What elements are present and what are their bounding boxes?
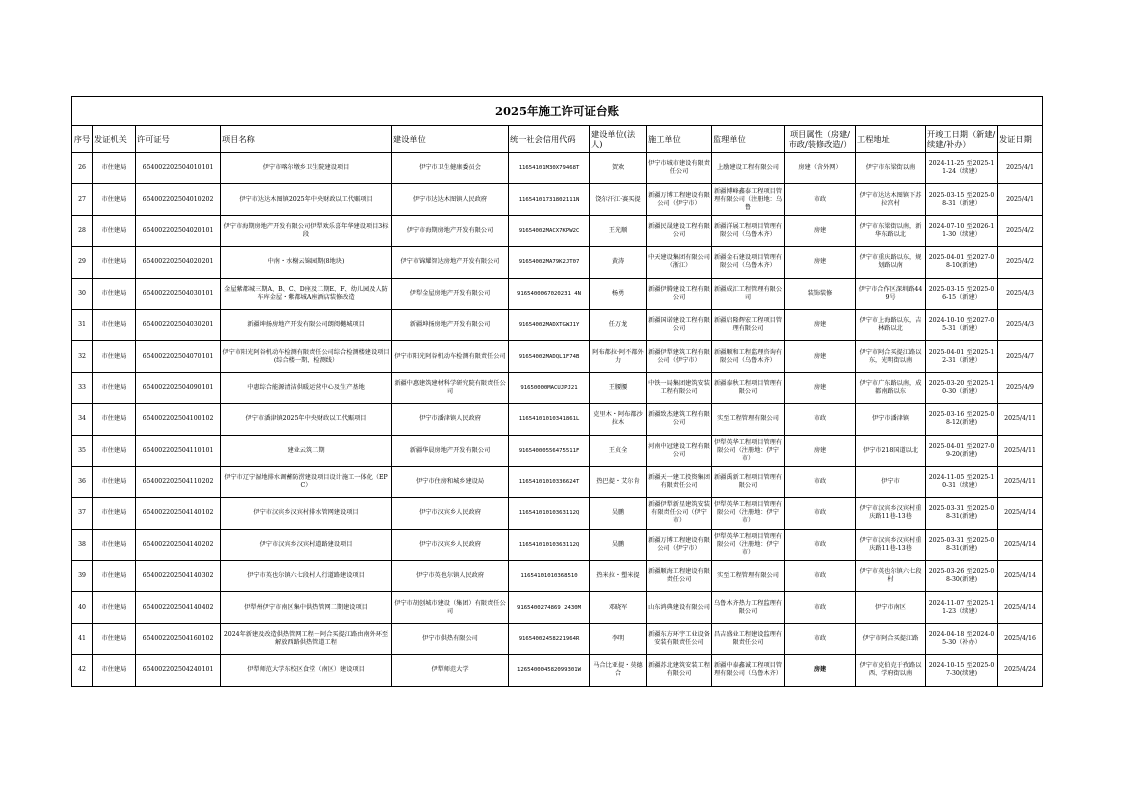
cell-col-issue-date: 2025/4/14 [998, 592, 1043, 623]
cell-col-address: 伊宁市合作区深圳路449号 [856, 278, 926, 309]
cell-col-project-type: 房建 [785, 435, 856, 466]
cell-col-issue-date: 2025/4/3 [998, 309, 1043, 340]
cell-col-project-type: 市政 [785, 623, 856, 654]
cell-col-serial: 42 [72, 655, 93, 686]
cell-col-issuer: 市住建局 [93, 215, 136, 246]
cell-col-dates: 2025-03-31 至2025-08-31(新建) [926, 498, 998, 529]
cell-col-permit-no: 654002202504100102 [136, 404, 221, 435]
cell-col-issuer: 市住建局 [93, 184, 136, 215]
cell-col-legal-rep: 热巴提・艾尔肯 [590, 466, 647, 497]
header-col-dates: 开竣工日期（新建/续建/补办） [926, 126, 998, 153]
cell-col-issuer: 市住建局 [93, 404, 136, 435]
cell-col-supervisor: 上励建设工程有限公司 [712, 153, 785, 184]
cell-col-supervisor: 伊犁英华工程项目管理有限公司（注册地：伊宁市） [712, 435, 785, 466]
cell-col-issuer: 市住建局 [93, 529, 136, 560]
cell-col-supervisor: 伊犁英华工程项目管理有限公司（注册地：伊宁市） [712, 498, 785, 529]
cell-col-address: 伊宁市广东路以南，成都南路以东 [856, 372, 926, 403]
cell-col-contractor: 新疆天一建工投资集团有限责任公司 [647, 466, 712, 497]
table-row [72, 309, 1043, 340]
cell-col-builder: 伊宁市海期房地产开发有限公司 [392, 215, 509, 246]
cell-col-address: 伊宁市 [856, 466, 926, 497]
cell-col-project-name: 新疆坤扬房地产开发有限公司朗阅樾城项目 [221, 309, 392, 340]
cell-col-contractor: 新疆伊腾建设工程有限公司 [647, 278, 712, 309]
header-col-builder: 建设单位 [392, 126, 509, 153]
cell-col-permit-no: 654002202504030201 [136, 309, 221, 340]
cell-col-contractor: 新疆民晟建设工程有限公司 [647, 215, 712, 246]
cell-col-permit-no: 654002202504140302 [136, 561, 221, 592]
cell-col-credit-code: 11654101010368510 [509, 561, 590, 592]
cell-col-address: 伊宁市英也尔镇六七段村 [856, 561, 926, 592]
cell-col-serial: 34 [72, 404, 93, 435]
cell-col-dates: 2024-07-10 至2026-11-30（续建） [926, 215, 998, 246]
cell-col-supervisor: 实至工程管理有限公司 [712, 561, 785, 592]
header-col-supervisor: 监理单位 [712, 126, 785, 153]
header-col-legal-rep: 建设单位(法人) [590, 126, 647, 153]
cell-col-issuer: 市住建局 [93, 309, 136, 340]
table-row [72, 529, 1043, 560]
cell-col-credit-code: 9165400067020231 4N [509, 278, 590, 309]
cell-col-project-name: 中惠综合能源清洁供暖运营中心及生产基地 [221, 372, 392, 403]
header-col-address: 工程地址 [856, 126, 926, 153]
cell-col-dates: 2024-11-05 至2025-10-31（续建） [926, 466, 998, 497]
cell-col-supervisor: 新疆启隆辉宏工程项目管理有限公司 [712, 309, 785, 340]
cell-col-dates: 2024-11-07 至2025-11-23（续建） [926, 592, 998, 623]
cell-col-legal-rep: 马合比亚提・莫德合 [590, 655, 647, 686]
cell-col-permit-no: 654002202504240101 [136, 655, 221, 686]
document-title: 2025年施工许可证台账 [72, 97, 1043, 126]
cell-col-legal-rep: 饶尔汗江·赛买提 [590, 184, 647, 215]
cell-col-address: 伊宁市南区 [856, 592, 926, 623]
cell-col-credit-code: 11654101010336624T [509, 466, 590, 497]
cell-col-dates: 2025-03-26 至2025-08-30(新建) [926, 561, 998, 592]
cell-col-supervisor: 新疆金石建设项目管理有限公司（乌鲁木齐） [712, 247, 785, 278]
cell-col-issuer: 市住建局 [93, 655, 136, 686]
cell-col-builder: 伊犁师范大学 [392, 655, 509, 686]
header-col-issuer: 发证机关 [93, 126, 136, 153]
cell-col-serial: 28 [72, 215, 93, 246]
cell-col-issue-date: 2025/4/3 [998, 278, 1043, 309]
cell-col-permit-no: 654002202504140202 [136, 529, 221, 560]
cell-col-builder: 伊宁市英也尔镇人民政府 [392, 561, 509, 592]
table-row [72, 655, 1043, 686]
cell-col-address: 伊宁市阿合买提江路 [856, 623, 926, 654]
cell-col-address: 伊宁市东梁街以南，新华东路以北 [856, 215, 926, 246]
cell-col-serial: 35 [72, 435, 93, 466]
cell-col-supervisor: 新疆中泰鑫诚工程项目管理有限公司（乌鲁木齐） [712, 655, 785, 686]
cell-col-contractor: 中天建设集团有限公司（浙江） [647, 247, 712, 278]
cell-col-builder: 新疆中惠建筑建材科学研究院有限责任公司 [392, 372, 509, 403]
cell-col-permit-no: 654002202504010101 [136, 153, 221, 184]
cell-col-credit-code: 9165400274869 2430M [509, 592, 590, 623]
cell-col-address: 伊宁市重庆路以东，规划路以南 [856, 247, 926, 278]
cell-col-serial: 31 [72, 309, 93, 340]
cell-col-project-name: 2024年新建及改造供热管网工程－阿合买提江路由南外环至解放西路供热管道工程 [221, 623, 392, 654]
cell-col-issuer: 市住建局 [93, 278, 136, 309]
cell-col-credit-code: 126540004582099301W [509, 655, 590, 686]
cell-col-legal-rep: 贺欢 [590, 153, 647, 184]
cell-col-credit-code: 91650000MACUJPJ21 [509, 372, 590, 403]
cell-col-legal-rep: 王贞全 [590, 435, 647, 466]
header-col-serial: 序号 [72, 126, 93, 153]
cell-col-project-name: 伊犁州伊宁市南区集中供热管网二期建设项目 [221, 592, 392, 623]
cell-col-legal-rep: 吴鹏 [590, 529, 647, 560]
cell-col-legal-rep: 克里木・阿布都沙拉木 [590, 404, 647, 435]
cell-col-supervisor: 新疆成汇工程管理有限公司 [712, 278, 785, 309]
cell-col-serial: 26 [72, 153, 93, 184]
cell-col-permit-no: 654002202504070101 [136, 341, 221, 372]
cell-col-credit-code: 11654101M30X79468T [509, 153, 590, 184]
cell-col-credit-code: 91654002458221964R [509, 623, 590, 654]
cell-col-project-name: 伊宁市达达木图镇2025年中央财政以工代赈项目 [221, 184, 392, 215]
cell-col-permit-no: 654002202504010202 [136, 184, 221, 215]
table-row [72, 153, 1043, 184]
cell-col-project-type: 房建 [785, 309, 856, 340]
cell-col-project-type: 房建 [785, 655, 856, 686]
cell-col-issuer: 市住建局 [93, 466, 136, 497]
cell-col-builder: 伊宁市卫生健康委员会 [392, 153, 509, 184]
cell-col-issuer: 市住建局 [93, 592, 136, 623]
cell-col-project-type: 市政 [785, 184, 856, 215]
cell-col-project-type: 市政 [785, 466, 856, 497]
cell-col-credit-code: 11654101010363112Q [509, 498, 590, 529]
table-row [72, 498, 1043, 529]
cell-col-contractor: 新疆万博工程建设有限公司（伊宁市） [647, 184, 712, 215]
cell-col-contractor: 新疆顺海工程建设有限责任公司 [647, 561, 712, 592]
cell-col-issue-date: 2025/4/14 [998, 561, 1043, 592]
cell-col-builder: 伊宁市供热有限公司 [392, 623, 509, 654]
cell-col-supervisor: 新疆洋展工程项目管理有限公司（乌鲁木齐） [712, 215, 785, 246]
cell-col-builder: 新疆坤扬房地产开发有限公司 [392, 309, 509, 340]
cell-col-dates: 2025-03-20 至2025-10-30（新建） [926, 372, 998, 403]
cell-col-project-type: 房建（含外网） [785, 153, 856, 184]
cell-col-supervisor: 新疆禹新工程项目管理有限公司 [712, 466, 785, 497]
cell-col-supervisor: 新疆泰秋工程项目管理有限公司 [712, 372, 785, 403]
cell-col-issue-date: 2025/4/11 [998, 466, 1043, 497]
cell-col-project-type: 市政 [785, 561, 856, 592]
cell-col-project-name: 伊宁市喀尔墩乡卫生院建设项目 [221, 153, 392, 184]
cell-col-address: 伊宁市东梁街以南 [856, 153, 926, 184]
cell-col-credit-code: 91654002MACX7KPW2C [509, 215, 590, 246]
cell-col-serial: 36 [72, 466, 93, 497]
cell-col-serial: 37 [72, 498, 93, 529]
cell-col-project-type: 房建 [785, 341, 856, 372]
cell-col-permit-no: 654002202504030101 [136, 278, 221, 309]
cell-col-project-type: 市政 [785, 404, 856, 435]
cell-col-dates: 2024-10-15 至2025-07-30(续建) [926, 655, 998, 686]
cell-col-issue-date: 2025/4/2 [998, 247, 1043, 278]
cell-col-credit-code: 11654101010363112Q [509, 529, 590, 560]
cell-col-issue-date: 2025/4/1 [998, 153, 1043, 184]
cell-col-supervisor: 昌吉盛业工程建设监理有限责任公司 [712, 623, 785, 654]
cell-col-permit-no: 654002202504140102 [136, 498, 221, 529]
cell-col-permit-no: 654002202504020101 [136, 215, 221, 246]
cell-col-serial: 40 [72, 592, 93, 623]
cell-col-project-name: 伊犁师范大学东校区食堂（南区）建设项目 [221, 655, 392, 686]
cell-col-project-name: 建业云筑二期 [221, 435, 392, 466]
cell-col-legal-rep: 王光顺 [590, 215, 647, 246]
cell-col-dates: 2025-03-15 至2025-08-31（新建） [926, 184, 998, 215]
cell-col-supervisor: 新疆博峰鑫泰工程项目管理有限公司（注册地：乌鲁 [712, 184, 785, 215]
cell-col-supervisor: 新疆顺和工程监理咨询有限公司（乌鲁木齐） [712, 341, 785, 372]
cell-col-issuer: 市住建局 [93, 561, 136, 592]
cell-col-issue-date: 2025/4/14 [998, 498, 1043, 529]
cell-col-permit-no: 654002202504140402 [136, 592, 221, 623]
cell-col-serial: 27 [72, 184, 93, 215]
cell-col-builder: 伊宁市汉宾乡人民政府 [392, 529, 509, 560]
cell-col-project-type: 房建 [785, 372, 856, 403]
cell-col-dates: 2024-11-25 至2025-11-24（续建） [926, 153, 998, 184]
cell-col-issuer: 市住建局 [93, 623, 136, 654]
cell-col-permit-no: 654002202504020201 [136, 247, 221, 278]
cell-col-serial: 38 [72, 529, 93, 560]
cell-col-legal-rep: 王腰腰 [590, 372, 647, 403]
cell-col-dates: 2025-04-01 至2025-12-31（新建） [926, 341, 998, 372]
table-row [72, 341, 1043, 372]
cell-col-contractor: 中铁一局集团建筑安装工程有限公司 [647, 372, 712, 403]
cell-col-issuer: 市住建局 [93, 435, 136, 466]
cell-col-supervisor: 伊犁英华工程项目管理有限公司（注册地：伊宁市） [712, 529, 785, 560]
cell-col-issuer: 市住建局 [93, 341, 136, 372]
cell-col-serial: 33 [72, 372, 93, 403]
header-col-contractor: 施工单位 [647, 126, 712, 153]
cell-col-serial: 32 [72, 341, 93, 372]
cell-col-issue-date: 2025/4/16 [998, 623, 1043, 654]
cell-col-project-name: 金屋紫都城三期A、B、C、D座及二期E、F、幼儿园及人防车库金屋・紫都城A座酒店装修改造 [221, 278, 392, 309]
cell-col-issue-date: 2025/4/9 [998, 372, 1043, 403]
cell-col-dates: 2025-04-01 至2027-09-20(新建) [926, 435, 998, 466]
cell-col-address: 伊宁市218国道以北 [856, 435, 926, 466]
cell-col-credit-code: 91654002MADQL1F74B [509, 341, 590, 372]
cell-col-serial: 29 [72, 247, 93, 278]
cell-col-credit-code: 11654101731802111N [509, 184, 590, 215]
cell-col-address: 伊宁市达达木图镇下苏拉宫村 [856, 184, 926, 215]
cell-col-project-name: 伊宁市海期房地产开发有限公司伊犁欢乐喜年华建设项目3标段 [221, 215, 392, 246]
cell-col-project-name: 伊宁市潘津镇2025年中央财政以工代赈项目 [221, 404, 392, 435]
cell-col-issue-date: 2025/4/2 [998, 215, 1043, 246]
cell-col-contractor: 新疆致杰建筑工程有限公司 [647, 404, 712, 435]
cell-col-project-name: 中南・水榭云锦园期(8地块) [221, 247, 392, 278]
cell-col-contractor: 新疆伊犁建筑工程有限公司（伊宁市） [647, 341, 712, 372]
table-body [72, 153, 1043, 687]
cell-col-contractor: 新疆东方环宇工业设备安装有限责任公司 [647, 623, 712, 654]
cell-col-project-type: 装饰装修 [785, 278, 856, 309]
table-row [72, 623, 1043, 654]
cell-col-issue-date: 2025/4/24 [998, 655, 1043, 686]
cell-col-legal-rep: 热米拉・塑米提 [590, 561, 647, 592]
cell-col-contractor: 新疆伊犁新星建筑安装有限责任公司（伊宁市） [647, 498, 712, 529]
cell-col-issuer: 市住建局 [93, 153, 136, 184]
cell-col-contractor: 新疆国诺建设工程有限公司 [647, 309, 712, 340]
table-row [72, 404, 1043, 435]
cell-col-builder: 新疆华晨房地产开发有限公司 [392, 435, 509, 466]
cell-col-issuer: 市住建局 [93, 372, 136, 403]
cell-col-dates: 2024-04-18 至2024-05-30（补办） [926, 623, 998, 654]
cell-col-legal-rep: 阿布都拉·阿不都外力 [590, 341, 647, 372]
cell-col-issue-date: 2025/4/14 [998, 529, 1043, 560]
table-row [72, 247, 1043, 278]
permit-ledger [71, 96, 1042, 687]
cell-col-address: 伊宁市汉宾乡汉宾村重庆路11巷-13巷 [856, 529, 926, 560]
cell-col-project-type: 市政 [785, 592, 856, 623]
cell-col-supervisor: 乌鲁木齐热力工程监理有限公司 [712, 592, 785, 623]
cell-col-contractor: 伊宁市城市建设有限责任公司 [647, 153, 712, 184]
table-row [72, 435, 1043, 466]
cell-col-issue-date: 2025/4/11 [998, 404, 1043, 435]
cell-col-builder: 伊宁市达达木图镇人民政府 [392, 184, 509, 215]
cell-col-builder: 伊犁金屋房地产开发有限公司 [392, 278, 509, 309]
cell-col-legal-rep: 吴鹏 [590, 498, 647, 529]
cell-col-permit-no: 654002202504160102 [136, 623, 221, 654]
cell-col-project-type: 市政 [785, 529, 856, 560]
cell-col-supervisor: 实至工程管理有限公司 [712, 404, 785, 435]
cell-col-address: 伊宁市阿合买提江路以东，光明街以南 [856, 341, 926, 372]
cell-col-dates: 2025-03-16 至2025-08-12(新建) [926, 404, 998, 435]
cell-col-dates: 2025-03-31 至2025-08-31(新建) [926, 529, 998, 560]
header-col-credit-code: 统一社会信用代码 [509, 126, 590, 153]
cell-col-permit-no: 654002202504110202 [136, 466, 221, 497]
permit-table [71, 96, 1043, 687]
cell-col-serial: 30 [72, 278, 93, 309]
cell-col-contractor: 山东鸿典建设有限公司 [647, 592, 712, 623]
cell-col-dates: 2025-04-01 至2027-08-10(新建) [926, 247, 998, 278]
header-col-permit-no: 许可证号 [136, 126, 221, 153]
cell-col-issue-date: 2025/4/1 [998, 184, 1043, 215]
cell-col-builder: 伊宁市胡创城市建设（集团）有限责任公司 [392, 592, 509, 623]
cell-col-project-type: 市政 [785, 498, 856, 529]
cell-col-builder: 伊宁市住房和城乡建设局 [392, 466, 509, 497]
cell-col-permit-no: 654002202504110101 [136, 435, 221, 466]
cell-col-credit-code: 91654000556475511F [509, 435, 590, 466]
cell-col-contractor: 新疆万博工程建设有限公司（伊宁市） [647, 529, 712, 560]
cell-col-contractor: 新疆苏北建筑安装工程有限公司 [647, 655, 712, 686]
cell-col-issue-date: 2025/4/11 [998, 435, 1043, 466]
cell-col-permit-no: 654002202504090101 [136, 372, 221, 403]
header-col-issue-date: 发证日期 [998, 126, 1043, 153]
cell-col-legal-rep: 李明 [590, 623, 647, 654]
table-row [72, 372, 1043, 403]
cell-col-project-type: 房建 [785, 247, 856, 278]
cell-col-credit-code: 11654101010341861L [509, 404, 590, 435]
table-row [72, 184, 1043, 215]
cell-col-credit-code: 91654002MADXTGWJ1Y [509, 309, 590, 340]
table-row [72, 466, 1043, 497]
header-col-project-type: 项目属性（房建/市政/装修改造/） [785, 126, 856, 153]
cell-col-project-name: 伊宁市辽宁湿地排水调蓄防涝建设项目设计施工一体化（EPC） [221, 466, 392, 497]
cell-col-dates: 2025-03-15 至2025-06-15（新建） [926, 278, 998, 309]
cell-col-credit-code: 91654002MA79K2JT07 [509, 247, 590, 278]
cell-col-address: 伊宁市克伯克于孜路以西、学府街以南 [856, 655, 926, 686]
cell-col-dates: 2024-10-10 至2027-05-31（新建） [926, 309, 998, 340]
header-row [72, 126, 1043, 153]
cell-col-legal-rep: 杨勇 [590, 278, 647, 309]
table-row [72, 278, 1043, 309]
cell-col-builder: 伊宁市潘津镇人民政府 [392, 404, 509, 435]
cell-col-issuer: 市住建局 [93, 498, 136, 529]
cell-col-builder: 伊宁市锦耀智达房地产开发有限公司 [392, 247, 509, 278]
cell-col-project-name: 伊宁市汉宾乡汉宾村道路建设项目 [221, 529, 392, 560]
cell-col-legal-rep: 邓晓军 [590, 592, 647, 623]
cell-col-project-name: 伊宁市阳光阿谷机动车检测有限责任公司综合检测楼建设项目(综合楼一期、检测线） [221, 341, 392, 372]
cell-col-legal-rep: 黄涛 [590, 247, 647, 278]
header-col-project-name: 项目名称 [221, 126, 392, 153]
cell-col-address: 伊宁市上海路以东，吉林路以北 [856, 309, 926, 340]
cell-col-serial: 39 [72, 561, 93, 592]
cell-col-builder: 伊宁市阳光阿谷机动车检测有限责任公司 [392, 341, 509, 372]
cell-col-contractor: 河南中冠建设工程有限公司 [647, 435, 712, 466]
cell-col-issue-date: 2025/4/7 [998, 341, 1043, 372]
cell-col-address: 伊宁市潘津镇 [856, 404, 926, 435]
cell-col-address: 伊宁市汉宾乡汉宾村重庆路11巷-13巷 [856, 498, 926, 529]
cell-col-project-name: 伊宁市汉宾乡汉宾村排水管网建设项目 [221, 498, 392, 529]
table-row [72, 592, 1043, 623]
table-row [72, 215, 1043, 246]
cell-col-builder: 伊宁市汉宾乡人民政府 [392, 498, 509, 529]
cell-col-serial: 41 [72, 623, 93, 654]
cell-col-project-name: 伊宁市英也尔镇六七段村人行道路建设项目 [221, 561, 392, 592]
table-row [72, 561, 1043, 592]
cell-col-project-type: 房建 [785, 215, 856, 246]
cell-col-legal-rep: 任万龙 [590, 309, 647, 340]
cell-col-issuer: 市住建局 [93, 247, 136, 278]
